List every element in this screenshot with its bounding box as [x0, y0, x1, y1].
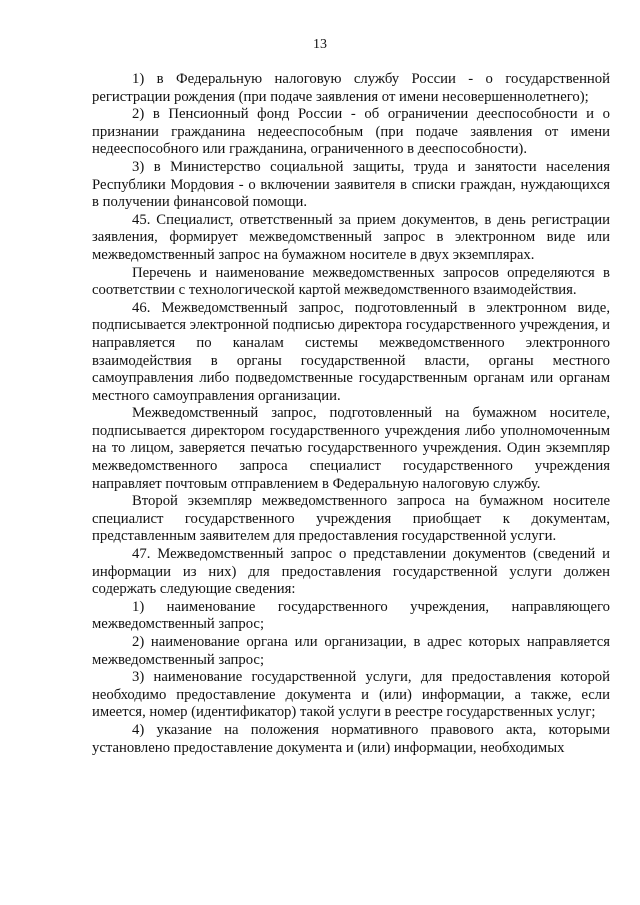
- paragraph-paper-request: Межведомственный запрос, подготовленный на бумажном носителе, подписывается директором государственного учреждения либо уполномоченным на то лицом, заверяется печатью государственного учреждения. Один экземпляр межведомственного запроса специалист государственного учреждения направляет почтовым отправлением в Федеральную налоговую службу.: [92, 405, 610, 492]
- page-number: 13: [313, 37, 327, 52]
- paragraph-clause-45: 45. Специалист, ответственный за прием документов, в день регистрации заявления, формирует межведомственный запрос в электронном виде или межведомственный запрос на бумажном носителе в двух экземплярах.: [92, 211, 610, 263]
- paragraph-list-item-2: 2) наименование органа или организации, в адрес которых направляется межведомственный запрос;: [92, 634, 610, 668]
- document-body: [92, 71, 610, 757]
- paragraph-request-list: Перечень и наименование межведомственных запросов определяются в соответствии с технологической картой межведомственного взаимодействия.: [92, 264, 610, 299]
- paragraph-item-2-pension-fund: 2) в Пенсионный фонд России - об ограничении дееспособности и о признании гражданина недееспособным (при подаче заявления от имени недееспособного или гражданина, ограниченного в дееспособности).: [92, 106, 610, 158]
- paragraph-list-item-1: 1) наименование государственного учреждения, направляющего межведомственный запрос;: [92, 598, 610, 633]
- paragraph-list-item-4: 4) указание на положения нормативного правового акта, которыми установлено предоставление документа и (или) информации, необходимых: [92, 721, 610, 756]
- paragraph-clause-46: 46. Межведомственный запрос, подготовленный в электронном виде, подписывается электронной подписью директора государственного учреждения, и направляется по каналам системы межведомственного электронного взаимодействия в органы государственной власти, органы местного самоуправления либо подведомственные государственным органам или органам местного самоуправления организации.: [92, 299, 610, 404]
- paragraph-clause-47: 47. Межведомственный запрос о представлении документов (сведений и информации из них) для предоставления государственной услуги должен содержать следующие сведения:: [92, 546, 610, 598]
- paragraph-list-item-3: 3) наименование государственной услуги, для предоставления которой необходимо предоставление документа и (или) информации, а также, если имеется, номер (идентификатор) такой услуги в реестре государственных услуг;: [92, 669, 610, 721]
- paragraph-second-copy: Второй экземпляр межведомственного запроса на бумажном носителе специалист государственного учреждения приобщает к документам, представленным заявителем для предоставления государственной услуги.: [92, 493, 610, 545]
- paragraph-item-3-social-ministry: 3) в Министерство социальной защиты, труда и занятости населения Республики Мордовия - о включении заявителя в списки граждан, нуждающихся в получении финансовой помощи.: [92, 158, 610, 211]
- paragraph-item-1-tax-service: 1) в Федеральную налоговую службу России - о государственной регистрации рождения (при подаче заявления от имени несовершеннолетнего);: [92, 71, 610, 105]
